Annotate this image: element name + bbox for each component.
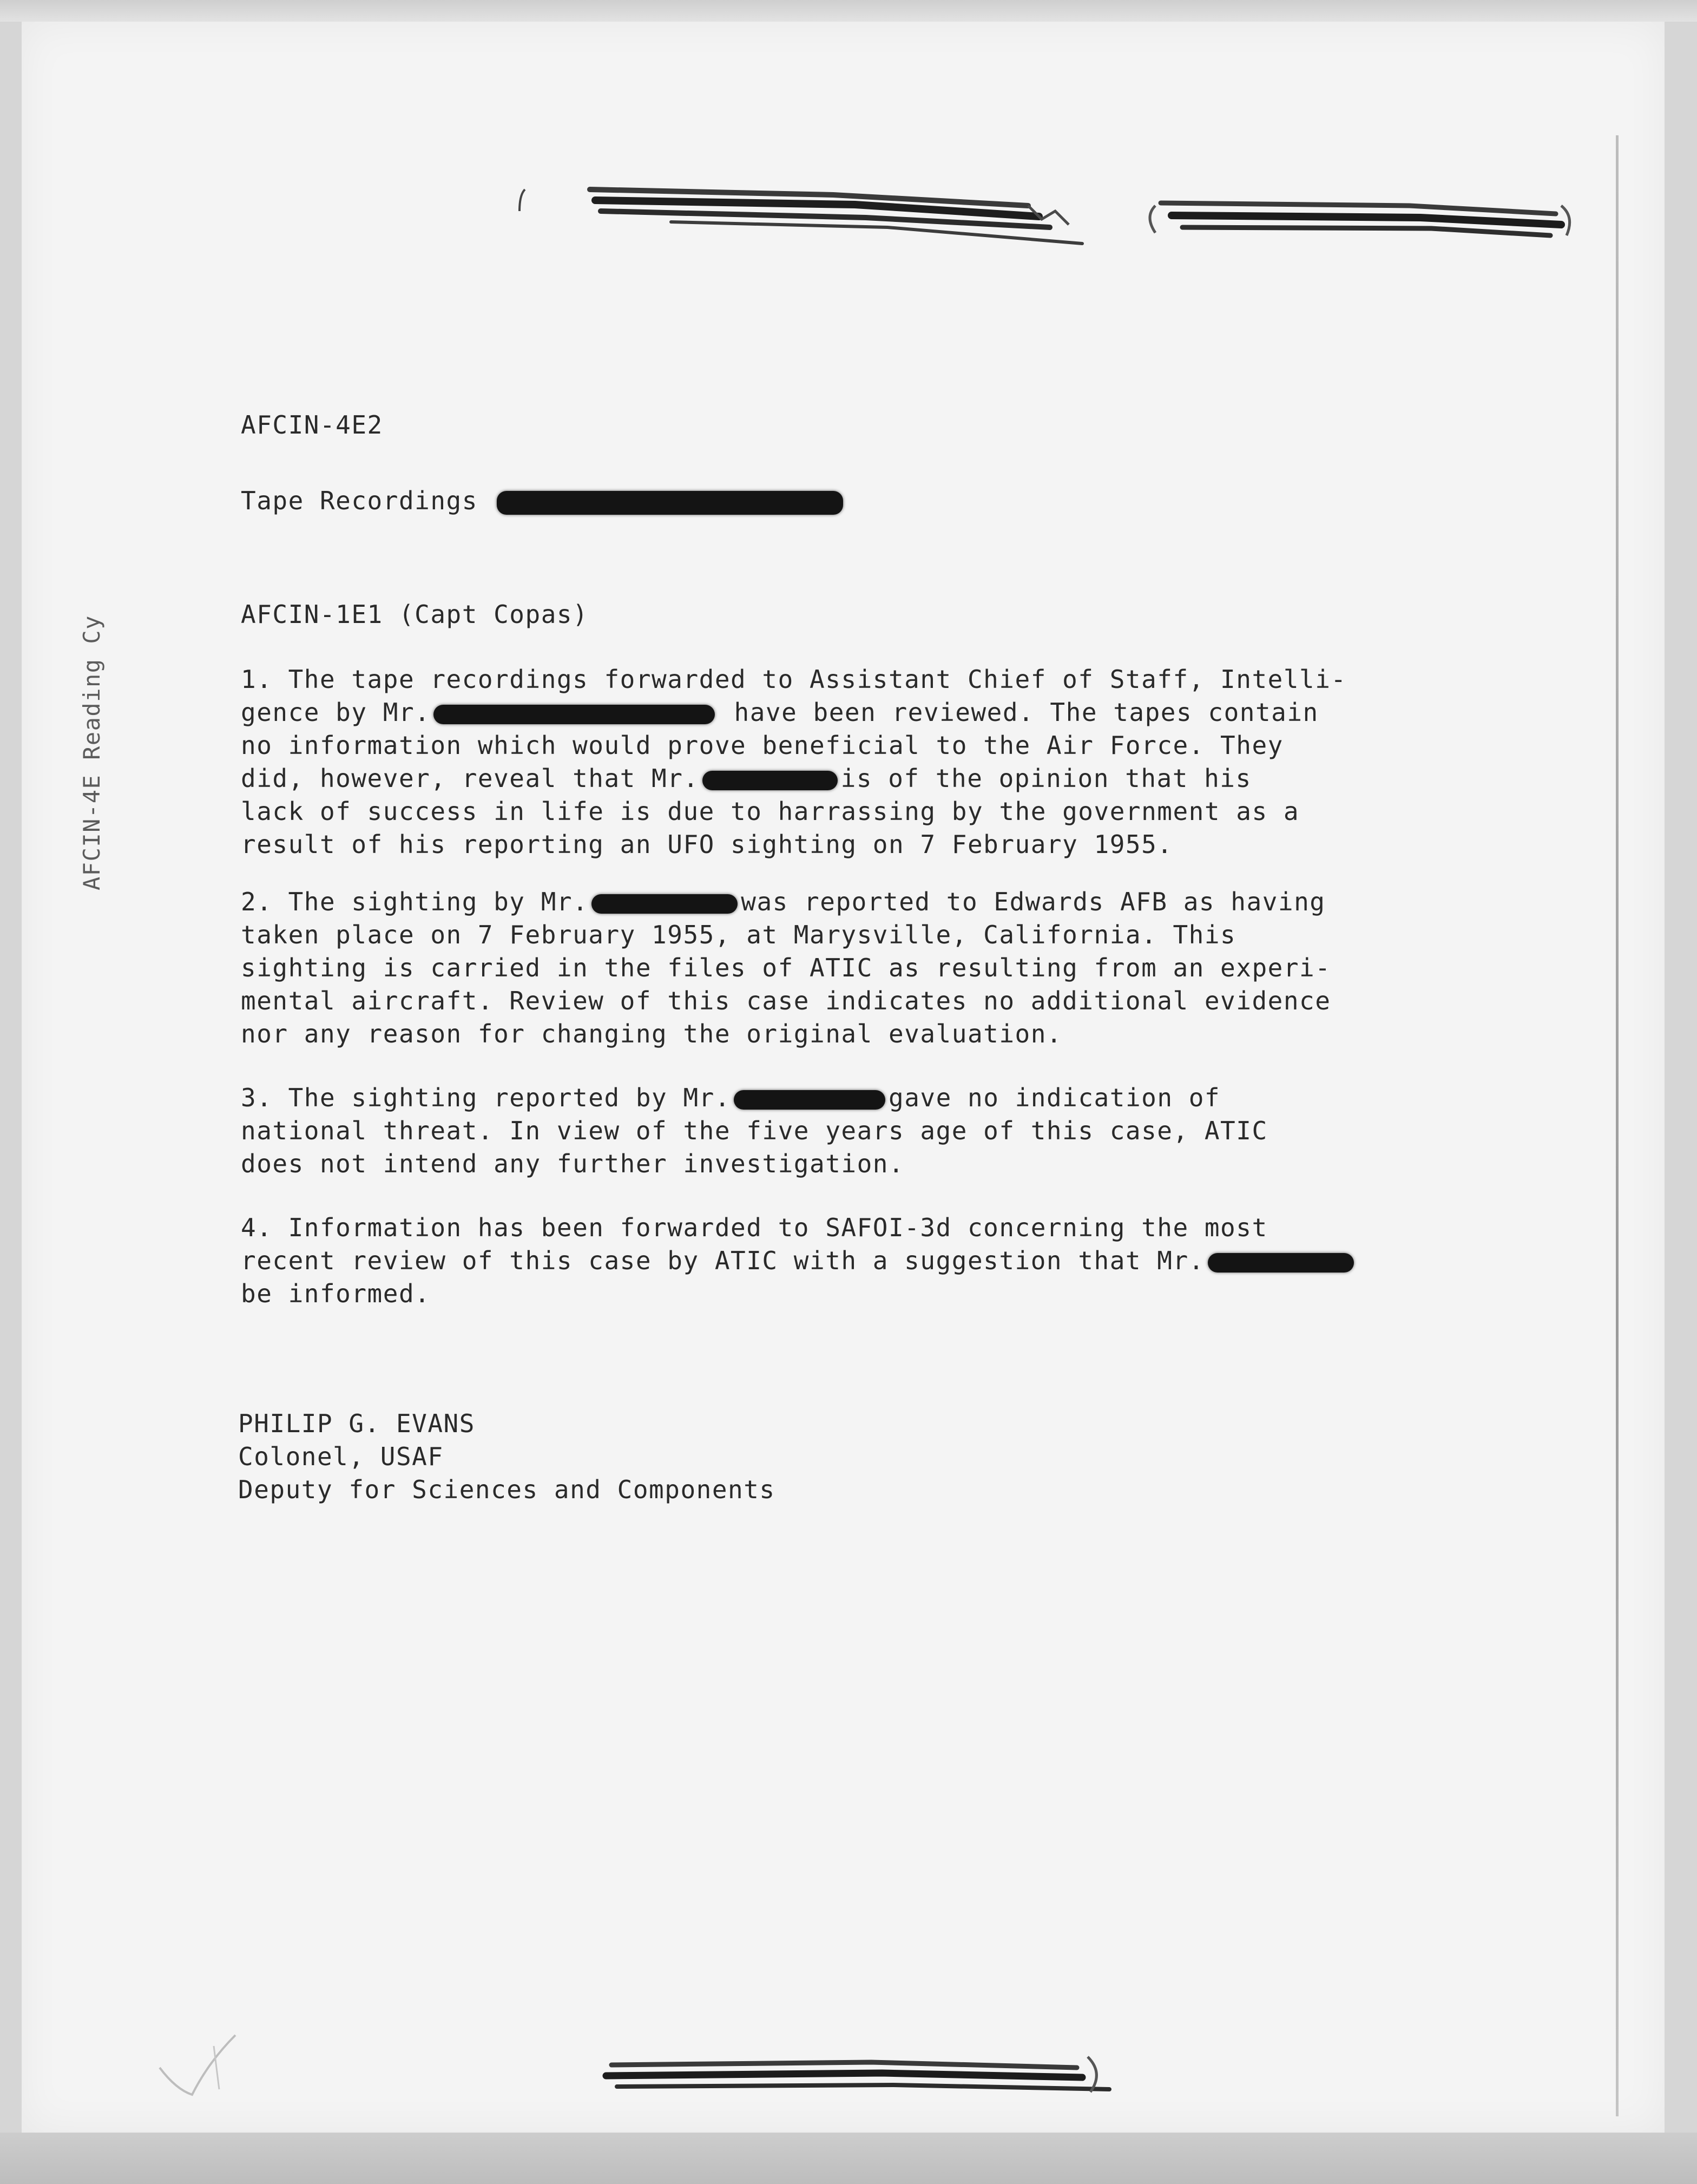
pencil-check-mark	[154, 2030, 252, 2108]
signer-rank: Colonel, USAF	[238, 1442, 444, 1471]
paragraph-4	[241, 1211, 1404, 1310]
redacted-classification-bottom	[601, 2046, 1131, 2106]
memo-page	[22, 22, 1665, 2133]
paragraph-3	[241, 1081, 1404, 1180]
redacted-name-blot	[702, 771, 838, 790]
paragraph-line: 4. Information has been forwarded to SAFOI-3d concerning the most	[241, 1213, 1268, 1242]
paragraph-line: taken place on 7 February 1955, at Marysville, California. This	[241, 920, 1236, 949]
subject-line	[241, 484, 846, 517]
subject-label: Tape Recordings	[241, 486, 478, 515]
redacted-classification-right	[1139, 184, 1583, 249]
paragraph-line: 1. The tape recordings forwarded to Assistant Chief of Staff, Intelli-	[241, 665, 1347, 694]
paragraph-line: national threat. In view of the five years age of this case, ATIC	[241, 1116, 1268, 1145]
office-symbol: AFCIN-4E2	[241, 410, 383, 440]
paragraph-line: recent review of this case by ATIC with a suggestion that Mr.	[241, 1244, 1404, 1277]
paragraph-line: sighting is carried in the files of ATIC as resulting from an experi-	[241, 953, 1331, 982]
to-line: AFCIN-1E1 (Capt Copas)	[241, 600, 589, 629]
paragraph-2	[241, 886, 1404, 1051]
paragraph-line: 2. The sighting by Mr. was reported to Edwards AFB as having	[241, 887, 1326, 916]
redacted-classification-left	[509, 173, 1093, 249]
redacted-name-blot	[1208, 1253, 1354, 1273]
scan-edge-top	[0, 0, 1697, 22]
page-edge-rule	[1616, 135, 1619, 2116]
paragraph-line: lack of success in life is due to harrassing by the government as a	[241, 797, 1300, 826]
redacted-name-blot	[497, 491, 843, 515]
paragraph-line: does not intend any further investigation.	[241, 1149, 905, 1178]
signer-title: Deputy for Sciences and Components	[238, 1475, 775, 1504]
redacted-name-blot	[433, 705, 715, 724]
paragraph-line: 3. The sighting reported by Mr. gave no indication of	[241, 1083, 1221, 1112]
signature-block	[238, 1407, 1402, 1506]
reading-copy-note: AFCIN-4E Reading Cy	[78, 615, 105, 890]
signer-name: PHILIP G. EVANS	[238, 1409, 475, 1438]
paragraph-line: result of his reporting an UFO sighting on 7 February 1955.	[241, 830, 1173, 859]
scan-edge-bottom	[0, 2133, 1697, 2184]
paragraph-line: be informed.	[241, 1279, 431, 1308]
redacted-name-blot	[591, 894, 738, 914]
paragraph-line: mental aircraft. Review of this case indicates no additional evidence	[241, 986, 1331, 1015]
paragraph-line: gence by Mr. have been reviewed. The tapes contain	[241, 698, 1319, 727]
redacted-name-blot	[734, 1090, 885, 1110]
paragraph-line: nor any reason for changing the original evaluation.	[241, 1019, 1063, 1048]
paragraph-1	[241, 663, 1404, 861]
paragraph-line: no information which would prove beneficial to the Air Force. They	[241, 731, 1284, 760]
paragraph-line: did, however, reveal that Mr. is of the opinion that his	[241, 764, 1252, 793]
